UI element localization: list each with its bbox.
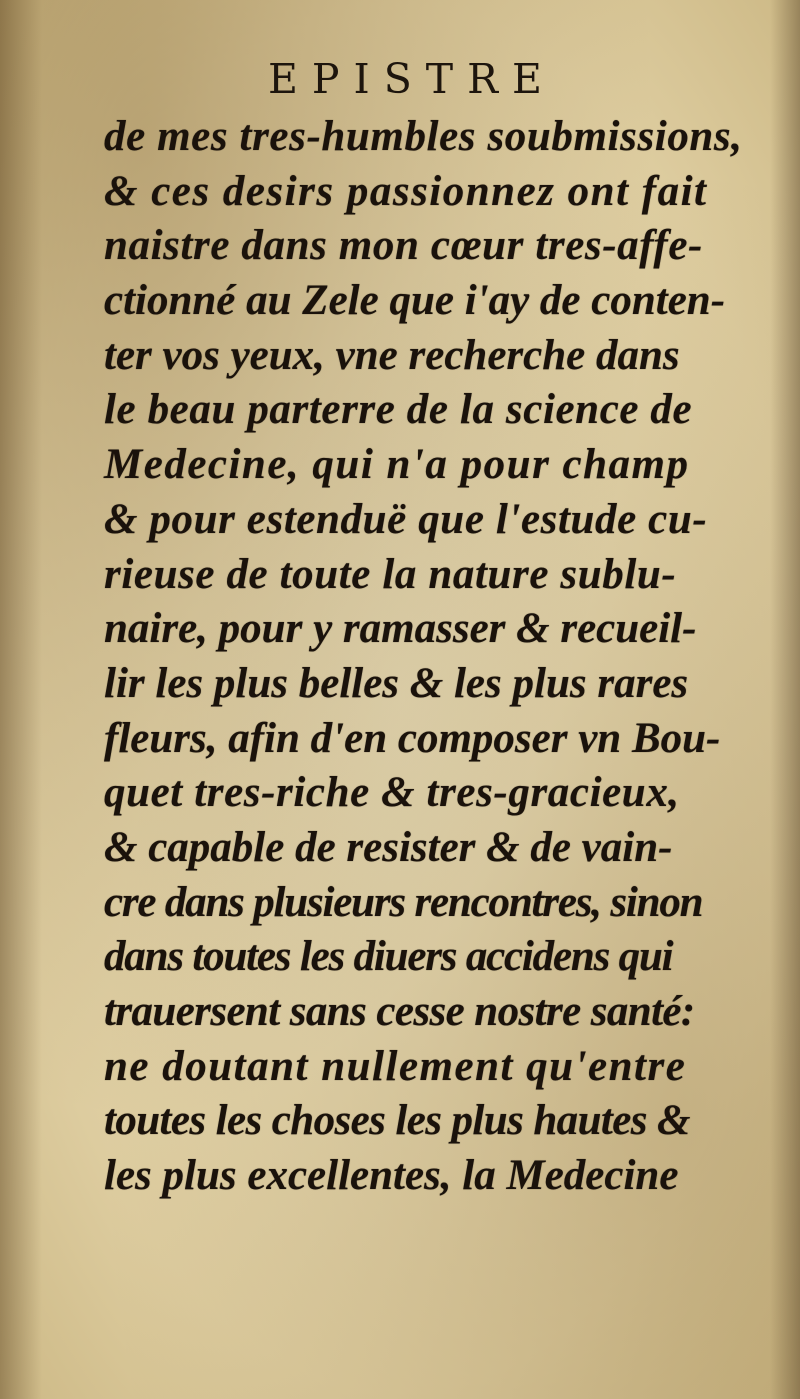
text-line: Medecine, qui n'a pour champ: [104, 441, 690, 489]
text-line: quet tres-riche & tres-gracieux,: [104, 769, 680, 817]
text-line: fleurs, afin d'en composer vn Bou-: [104, 714, 721, 762]
text-line: ctionné au Zele que i'ay de conten-: [104, 277, 726, 325]
text-line: dans toutes les diuers accidens qui: [104, 933, 673, 981]
text-line: trauersent sans cesse nostre santé:: [104, 988, 695, 1035]
text-line: le beau parterre de la science de: [104, 386, 693, 434]
text-line: rieuse de toute la nature sublu-: [104, 550, 677, 598]
text-line: de mes tres-humbles soubmissions,: [104, 113, 743, 160]
text-line: les plus excellentes, la Medecine: [104, 1152, 679, 1200]
text-line: toutes les choses les plus hautes &: [104, 1097, 690, 1145]
text-line: ter vos yeux, vne recherche dans: [104, 331, 680, 379]
text-line: & capable de resister & de vain-: [104, 823, 673, 871]
text-line: & ces desirs passionnez ont fait: [104, 167, 708, 215]
body-text: [104, 110, 774, 1270]
text-line: lir les plus belles & les plus rares: [104, 659, 689, 707]
text-line: naistre dans mon cœur tres-affe-: [104, 222, 703, 270]
running-head: EPISTRE: [268, 55, 556, 103]
text-line: ne doutant nullement qu'entre: [104, 1042, 687, 1090]
text-line: cre dans plusieurs rencontres, sinon: [104, 878, 703, 926]
text-line: & pour estenduë que l'estude cu-: [104, 495, 708, 543]
text-line: naire, pour y ramasser & recueil-: [104, 605, 697, 653]
